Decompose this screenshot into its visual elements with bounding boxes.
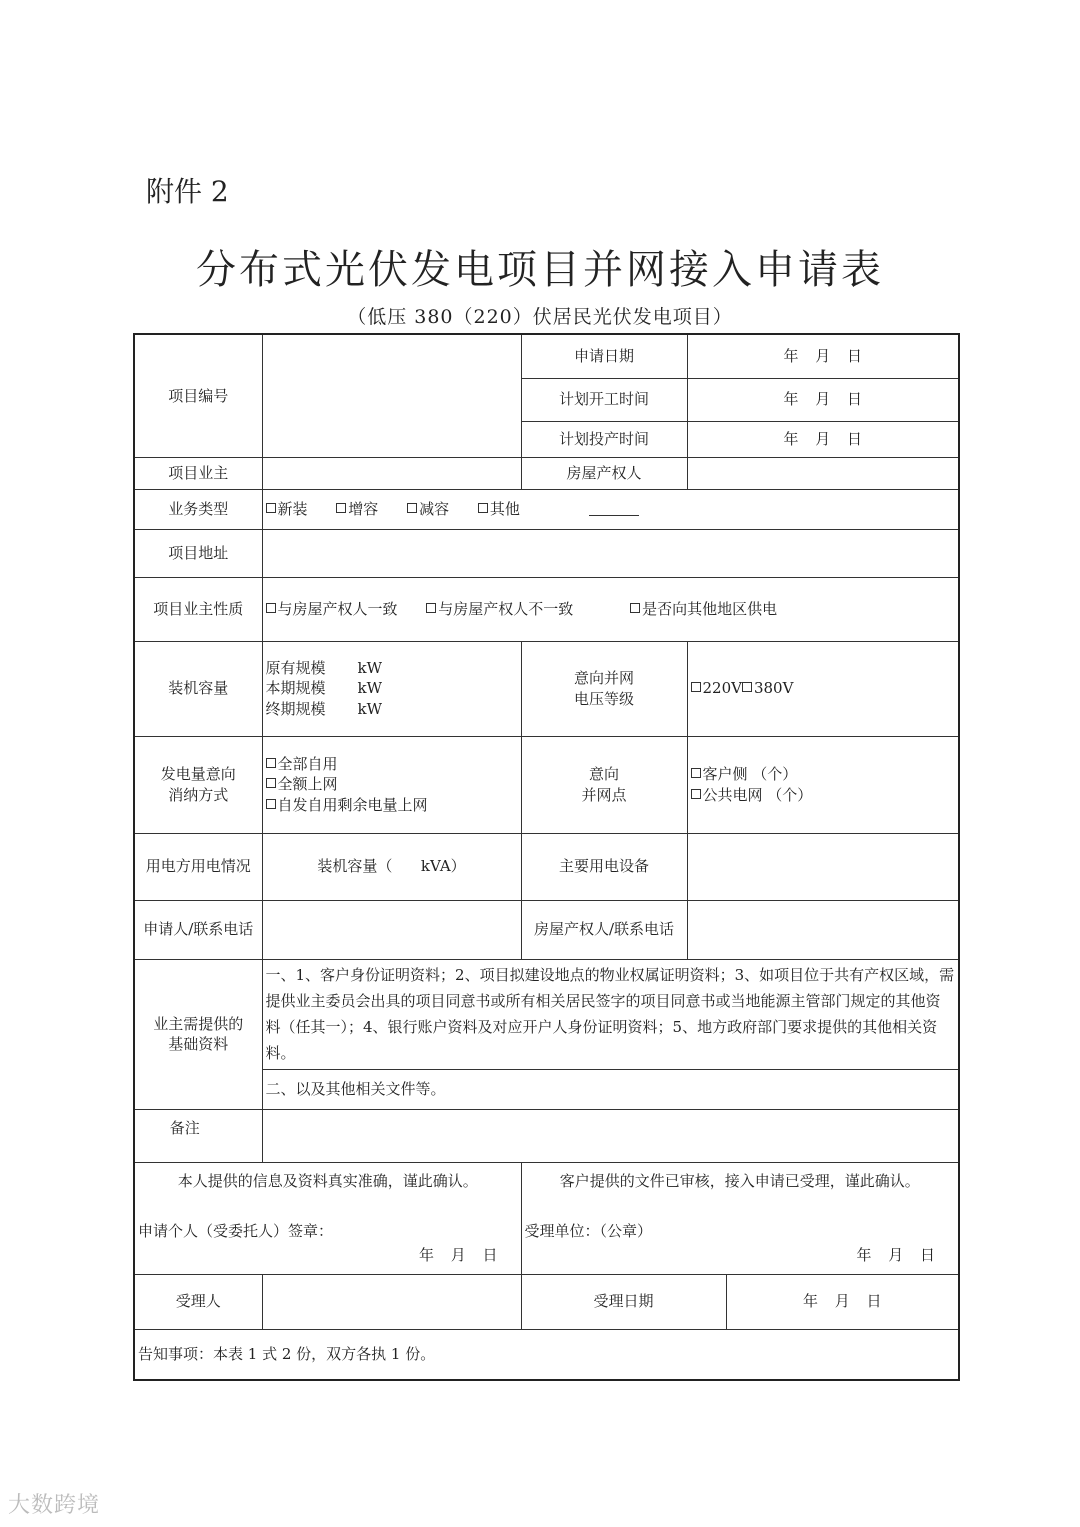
option-label: 客户侧 （个） (702, 765, 798, 784)
option-label: 公共电网 （个） (702, 785, 813, 804)
checkbox-icon (426, 603, 436, 613)
apply-date-label: 申请日期 (521, 334, 687, 378)
grid-point-label-line: 并网点 (581, 785, 627, 804)
option-label: 减容 (419, 499, 450, 518)
notice: 告知事项：本表 1 式 2 份，双方各执 1 份。 (134, 1329, 959, 1380)
checkbox-icon (478, 503, 488, 513)
consume-option-surplus[interactable] (266, 795, 518, 815)
capacity-unit: kW (357, 699, 383, 718)
plan-commission-field[interactable]: 年 月 日 (687, 421, 959, 457)
option-label: 与房屋产权人不一致 (438, 599, 574, 618)
capacity-label: 装机容量 (134, 641, 262, 736)
consume-option-self[interactable] (266, 754, 518, 774)
usage-label: 用电方用电情况 (134, 833, 262, 900)
consume-option-full-grid[interactable] (266, 774, 518, 794)
nature-option-supply-other[interactable] (630, 600, 777, 618)
checkbox-icon (266, 758, 276, 768)
other-blank-line[interactable] (589, 501, 639, 516)
option-label: 全部自用 (277, 755, 338, 774)
checkbox-icon (266, 603, 276, 613)
voltage-label-line: 电压等级 (573, 689, 634, 708)
biz-type-options (262, 489, 959, 529)
receive-date-field[interactable]: 年 月 日 (726, 1274, 959, 1329)
seal-label: 受理单位：（公章） (524, 1221, 653, 1240)
annex-label: 附件 2 (146, 175, 229, 208)
biz-option-other[interactable] (478, 500, 520, 518)
option-label: 380V (753, 679, 794, 698)
applicant-phone-label: 申请人/联系电话 (134, 900, 262, 959)
seal-date: 年 月 日 (856, 1246, 936, 1264)
capacity-line-label: 终期规模 (265, 699, 326, 718)
checkbox-icon (691, 682, 701, 692)
grid-point-option-public[interactable] (691, 785, 956, 805)
checkbox-icon (691, 768, 701, 778)
capacity-unit: kW (357, 659, 383, 678)
owner-nature-options (262, 577, 959, 641)
checkbox-icon (407, 503, 417, 513)
nature-option-same[interactable] (266, 600, 398, 618)
checkbox-icon (266, 778, 276, 788)
usage-capacity-field[interactable]: 装机容量（ kVA） (262, 833, 521, 900)
checkbox-icon (336, 503, 346, 513)
voltage-label (521, 641, 687, 736)
project-no-label: 项目编号 (134, 334, 262, 457)
address-field[interactable] (262, 529, 959, 577)
plan-commission-label: 计划投产时间 (521, 421, 687, 457)
voltage-options (687, 641, 959, 736)
materials-label (134, 959, 262, 1109)
biz-type-label: 业务类型 (134, 489, 262, 529)
signature-label: 申请个人（受委托人）签章： (138, 1221, 334, 1240)
main-equipment-field[interactable] (687, 833, 959, 900)
declaration-text: 本人提供的信息及资料真实准确，谨此确认。 (177, 1171, 478, 1190)
owner-phone-label: 房屋产权人/联系电话 (521, 900, 687, 959)
option-label: 增容 (348, 499, 379, 518)
page-subtitle: （低压 380（220）伏居民光伏发电项目） (347, 306, 733, 328)
receiver-label: 受理人 (134, 1274, 262, 1329)
voltage-option-380[interactable] (742, 679, 793, 697)
option-label: 与房屋产权人一致 (277, 599, 398, 618)
owner-label: 项目业主 (134, 457, 262, 489)
checkbox-icon (630, 603, 640, 613)
nature-option-different[interactable] (426, 600, 573, 618)
owner-phone-field[interactable] (687, 900, 959, 959)
grid-point-label-line: 意向 (588, 765, 619, 784)
consume-label-line: 发电量意向 (160, 765, 236, 784)
option-label: 自发自用剩余电量上网 (277, 795, 428, 814)
option-label: 新装 (277, 499, 308, 518)
capacity-field[interactable] (262, 641, 521, 736)
remark-field[interactable] (262, 1109, 959, 1162)
biz-option-decrease[interactable] (407, 500, 449, 518)
materials-text-2: 二、以及其他相关文件等。 (262, 1069, 959, 1109)
applicant-declaration (134, 1162, 521, 1274)
materials-label-line: 业主需提供的 (153, 1014, 244, 1033)
grid-point-options (687, 736, 959, 833)
property-owner-field[interactable] (687, 457, 959, 489)
receive-date-label: 受理日期 (521, 1274, 726, 1329)
consume-options (262, 736, 521, 833)
materials-text-1: 一、1、客户身份证明资料；2、项目拟建设地点的物业权属证明资料；3、如项目位于共有产权区域，需提供业主委员会出具的项目同意书或所有相关居民签字的项目同意书或当地能源主管部门规定的其他资料（任其一）；4、银行账户资料及对应开户人身份证明资料；5、地方政府部门要求提供的其他相关资料。 (262, 959, 959, 1069)
main-equipment-label: 主要用电设备 (521, 833, 687, 900)
declaration-text: 客户提供的文件已审核，接入申请已受理，谨此确认。 (559, 1171, 920, 1190)
grid-point-label (521, 736, 687, 833)
capacity-line-label: 原有规模 (265, 659, 326, 678)
grid-point-option-customer[interactable] (691, 764, 956, 784)
owner-nature-label: 项目业主性质 (134, 577, 262, 641)
signature-date: 年 月 日 (418, 1246, 498, 1264)
option-label: 是否向其他地区供电 (642, 599, 778, 618)
checkbox-icon (266, 503, 276, 513)
voltage-option-220[interactable] (691, 679, 742, 697)
address-label: 项目地址 (134, 529, 262, 577)
materials-label-line: 基础资料 (168, 1035, 229, 1053)
voltage-label-line: 意向并网 (573, 669, 634, 688)
property-owner-label: 房屋产权人 (521, 457, 687, 489)
checkbox-icon (691, 789, 701, 799)
consume-label (134, 736, 262, 833)
owner-field[interactable] (262, 457, 521, 489)
plan-start-field[interactable]: 年 月 日 (687, 378, 959, 421)
project-no-field[interactable] (262, 334, 521, 457)
acceptor-declaration (521, 1162, 959, 1274)
receiver-field[interactable] (262, 1274, 521, 1329)
plan-start-label: 计划开工时间 (521, 378, 687, 421)
apply-date-field[interactable]: 年 月 日 (687, 334, 959, 378)
checkbox-icon (742, 682, 752, 692)
biz-option-new[interactable] (266, 500, 308, 518)
capacity-line-label: 本期规模 (265, 679, 326, 698)
checkbox-icon (266, 799, 276, 809)
application-form (133, 333, 960, 1381)
remark-label: 备注 (134, 1109, 262, 1162)
page-title: 分布式光伏发电项目并网接入申请表 (196, 247, 884, 293)
biz-option-increase[interactable] (336, 500, 378, 518)
applicant-phone-field[interactable] (262, 900, 521, 959)
watermark: 大数跨境 (8, 1493, 101, 1518)
consume-label-line: 消纳方式 (168, 785, 229, 804)
capacity-unit: kW (357, 679, 383, 698)
option-label: 其他 (489, 499, 520, 518)
option-label: 全额上网 (277, 775, 338, 794)
option-label: 220V (702, 679, 742, 698)
